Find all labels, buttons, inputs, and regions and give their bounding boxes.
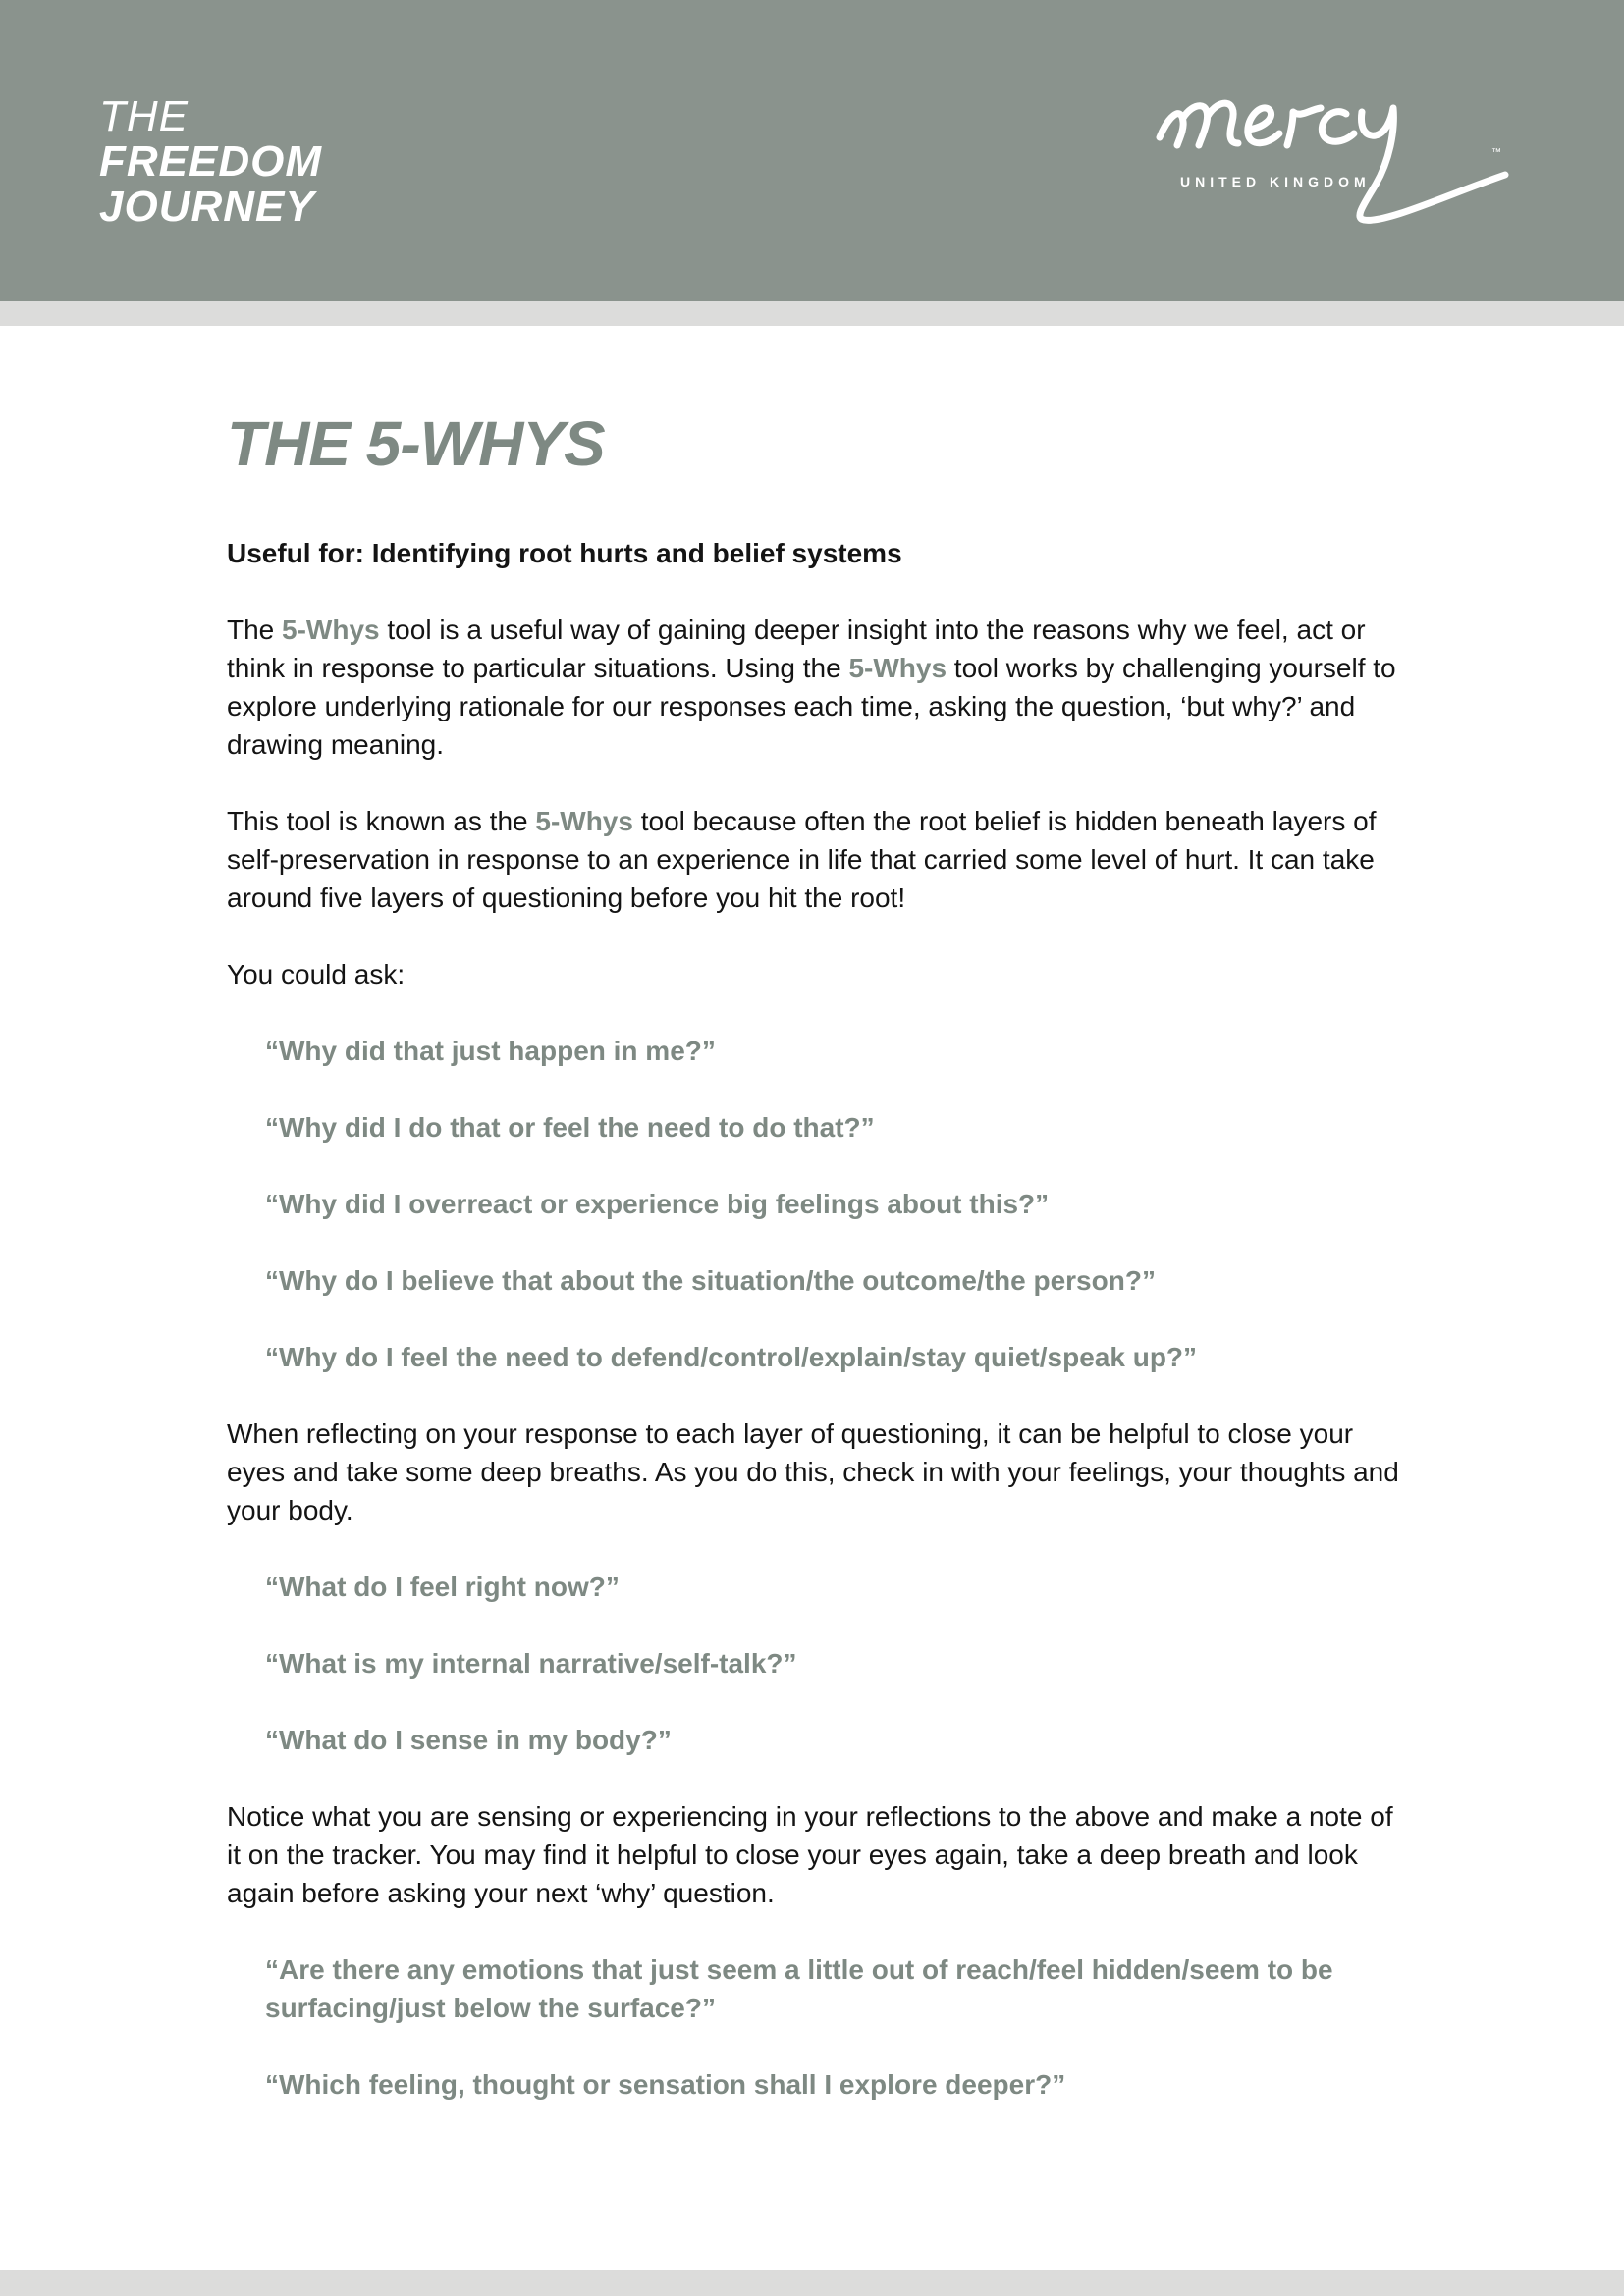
final-question: “Are there any emotions that just seem a little out of reach/feel hidden/seem to be surfacing/just below the surface?”: [265, 1954, 1333, 2023]
document-body: [227, 404, 1405, 2104]
intro-text-2: tool is a useful way of gaining deeper insight into the reasons why we feel, act or think in response to particular situations. Using the: [227, 614, 1366, 683]
why-question: “Why do I feel the need to defend/control/explain/stay quiet/speak up?”: [265, 1342, 1198, 1372]
page-header: [0, 0, 1624, 301]
brand-line-the: THE: [99, 92, 189, 140]
intro-text-1: The: [227, 614, 283, 645]
you-could-ask: You could ask:: [227, 959, 406, 989]
why-question: “Why did that just happen in me?”: [265, 1036, 716, 1066]
intro-paragraph: [227, 611, 1405, 764]
intro-text-3: tool works by challenging yourself to explore underlying rationale for our responses each time, asking the question, ‘but why?’ and drawing meaning.: [227, 653, 1396, 760]
what-question: “What do I sense in my body?”: [265, 1725, 672, 1755]
explanation-paragraph: [227, 802, 1405, 917]
mercy-logo: [1154, 88, 1532, 236]
tool-name-highlight: 5-Whys: [282, 614, 380, 645]
what-question: “What is my internal narrative/self-talk?”: [265, 1648, 797, 1679]
explanation-text-2: tool because often the root belief is hidden beneath layers of self-preservation in response to an experience in life that carried some level of hurt. It can take around five layers of questioning before you hit the root!: [227, 806, 1377, 913]
notice-paragraph: Notice what you are sensing or experiencing in your reflections to the above and make a note of it on the tracker. You may find it helpful to close your eyes again, take a deep breath and look again before asking your next ‘why’ question.: [227, 1801, 1393, 1908]
page-title: THE 5-WHYS: [227, 408, 605, 479]
brand-line-freedom: FREEDOM: [99, 137, 322, 186]
brand-wordmark: [99, 94, 322, 230]
what-question: “What do I feel right now?”: [265, 1572, 620, 1602]
why-question: “Why did I overreact or experience big feelings about this?”: [265, 1189, 1050, 1219]
tool-name-highlight: 5-Whys: [848, 653, 947, 683]
explanation-text-1: This tool is known as the: [227, 806, 536, 836]
logo-subtext: UNITED KINGDOM: [1180, 174, 1371, 189]
brand-line-journey: JOURNEY: [99, 183, 315, 231]
final-question: “Which feeling, thought or sensation shall I explore deeper?”: [265, 2069, 1066, 2100]
tool-name-highlight: 5-Whys: [535, 806, 633, 836]
reflection-paragraph: When reflecting on your response to each layer of questioning, it can be helpful to close your eyes and take some deep breaths. As you do this, check in with your feelings, your thoughts and your body.: [227, 1418, 1399, 1525]
logo-trademark: ™: [1491, 147, 1501, 158]
useful-for-line: Useful for: Identifying root hurts and belief systems: [227, 538, 902, 568]
why-question: “Why do I believe that about the situation/the outcome/the person?”: [265, 1265, 1156, 1296]
why-question: “Why did I do that or feel the need to do that?”: [265, 1112, 875, 1143]
footer-strip: [0, 2270, 1624, 2296]
header-divider-strip: [0, 301, 1624, 326]
